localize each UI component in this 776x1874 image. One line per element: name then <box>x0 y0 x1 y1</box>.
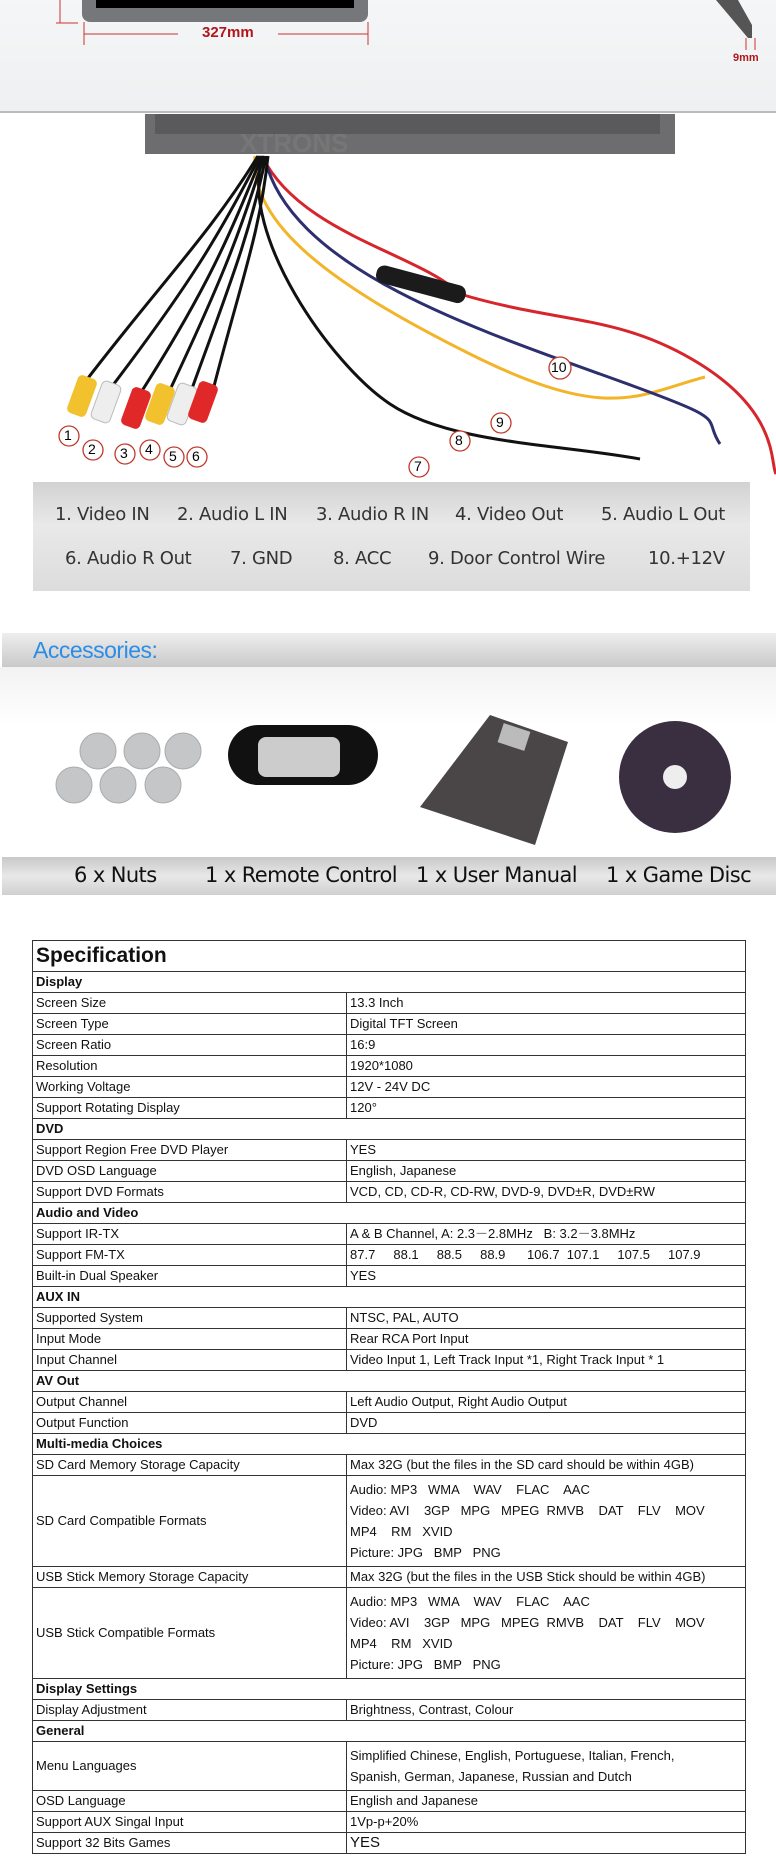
remote-control-image <box>228 725 378 785</box>
spec-value-line: 120° <box>350 1100 377 1115</box>
spec-row <box>33 1182 746 1203</box>
spec-key: Screen Ratio <box>33 1035 347 1056</box>
spec-value <box>347 1455 746 1476</box>
spec-row <box>33 1742 746 1791</box>
depth-dimension-label: 9mm <box>733 52 759 64</box>
spec-value-line: VCD, CD, CD-R, CD-RW, DVD-9, DVD±R, DVD±RW <box>350 1184 655 1199</box>
callout-7: 7 <box>414 458 422 474</box>
width-dimension-label: 327mm <box>202 24 254 41</box>
wire-label: 1. Video IN <box>55 504 150 525</box>
section-header-row <box>33 1203 746 1224</box>
spec-row <box>33 1567 746 1588</box>
spec-row <box>33 1098 746 1119</box>
callout-8: 8 <box>455 432 463 448</box>
accessories-title: Accessories: <box>33 637 158 663</box>
spec-row <box>33 1350 746 1371</box>
spec-key: Screen Size <box>33 993 347 1014</box>
section-header-row <box>33 1434 746 1455</box>
spec-value <box>347 1812 746 1833</box>
specification-title: Specification <box>33 941 746 972</box>
nuts-image <box>56 733 201 803</box>
spec-value-line: Picture: JPG BMP PNG <box>350 1657 501 1672</box>
spec-value-line: 1Vp-p+20% <box>350 1814 419 1829</box>
dimension-photo <box>0 0 776 113</box>
spec-value-line: Picture: JPG BMP PNG <box>350 1545 501 1560</box>
section-header: Audio and Video <box>33 1203 746 1224</box>
spec-key: Support IR-TX <box>33 1224 347 1245</box>
spec-key: Supported System <box>33 1308 347 1329</box>
spec-value <box>347 1413 746 1434</box>
spec-value-line: 87.7 88.1 88.5 88.9 106.7 107.1 107.5 107.9 <box>350 1247 701 1262</box>
spec-value-line: YES <box>350 1834 381 1851</box>
spec-value-line: Max 32G (but the files in the SD card should be within 4GB) <box>350 1457 694 1472</box>
spec-key: Built-in Dual Speaker <box>33 1266 347 1287</box>
section-header: AV Out <box>33 1371 746 1392</box>
spec-value-line: MP4 RM XVID <box>350 1524 453 1539</box>
callout-2: 2 <box>88 441 96 457</box>
wire-label: 5. Audio L Out <box>601 504 725 525</box>
spec-value-line: 16:9 <box>350 1037 376 1052</box>
svg-text:XTRONS: XTRONS <box>240 128 349 158</box>
spec-row <box>33 1413 746 1434</box>
wiring-photo <box>0 114 776 484</box>
spec-row <box>33 993 746 1014</box>
accessories-labels <box>2 857 776 895</box>
user-manual-image <box>420 715 568 845</box>
section-header: AUX IN <box>33 1287 746 1308</box>
spec-row <box>33 1161 746 1182</box>
callout-10: 10 <box>551 359 567 375</box>
section-header: Display <box>33 972 746 993</box>
wire-label: 6. Audio R Out <box>65 548 192 569</box>
spec-key: Screen Type <box>33 1014 347 1035</box>
wire-label: 9. Door Control Wire <box>428 548 606 569</box>
spec-value <box>347 1266 746 1287</box>
spec-value-line: Audio: MP3 WMA WAV FLAC AAC <box>350 1482 590 1497</box>
spec-key: Resolution <box>33 1056 347 1077</box>
spec-key: Support FM-TX <box>33 1245 347 1266</box>
spec-value <box>347 1329 746 1350</box>
accessory-label: 1 x Remote Control <box>205 863 397 887</box>
section-header: General <box>33 1721 746 1742</box>
section-header-row <box>33 1721 746 1742</box>
spec-value <box>347 1308 746 1329</box>
section-header-row <box>33 1287 746 1308</box>
spec-value-line: English and Japanese <box>350 1793 478 1808</box>
spec-value <box>347 1742 746 1791</box>
section-header: DVD <box>33 1119 746 1140</box>
spec-value-line: English, Japanese <box>350 1163 457 1178</box>
accessory-label: 6 x Nuts <box>74 863 157 887</box>
spec-value <box>347 1833 746 1854</box>
spec-row <box>33 1035 746 1056</box>
spec-row <box>33 1266 746 1287</box>
spec-key: Output Channel <box>33 1392 347 1413</box>
spec-value-line: Digital TFT Screen <box>350 1016 458 1031</box>
spec-row <box>33 1392 746 1413</box>
spec-key: USB Stick Memory Storage Capacity <box>33 1567 347 1588</box>
spec-row <box>33 1476 746 1567</box>
specification-table <box>32 940 746 1854</box>
spec-value <box>347 1077 746 1098</box>
section-header: Display Settings <box>33 1679 746 1700</box>
spec-value-line: Video Input 1, Left Track Input *1, Right Track Input * 1 <box>350 1352 665 1367</box>
callout-9: 9 <box>496 414 504 430</box>
spec-row <box>33 1329 746 1350</box>
spec-value <box>347 1476 746 1567</box>
spec-key: SD Card Memory Storage Capacity <box>33 1455 347 1476</box>
spec-key: Display Adjustment <box>33 1700 347 1721</box>
spec-row <box>33 1140 746 1161</box>
spec-value-line: Left Audio Output, Right Audio Output <box>350 1394 567 1409</box>
spec-value <box>347 1161 746 1182</box>
spec-row <box>33 1245 746 1266</box>
spec-value <box>347 1140 746 1161</box>
accessories-photos <box>0 667 776 857</box>
spec-key: USB Stick Compatible Formats <box>33 1588 347 1679</box>
wire-label: 3. Audio R IN <box>316 504 429 525</box>
spec-row <box>33 1224 746 1245</box>
spec-key: OSD Language <box>33 1791 347 1812</box>
spec-value-line: Spanish, German, Japanese, Russian and Dutch <box>350 1769 632 1784</box>
spec-value-line: Video: AVI 3GP MPG MPEG RMVB DAT FLV MOV <box>350 1615 705 1630</box>
wire-label: 7. GND <box>230 548 293 569</box>
spec-row <box>33 1014 746 1035</box>
spec-value-line: 12V - 24V DC <box>350 1079 431 1094</box>
spec-key: Support Rotating Display <box>33 1098 347 1119</box>
spec-row <box>33 1791 746 1812</box>
spec-value-line: Brightness, Contrast, Colour <box>350 1702 514 1717</box>
spec-value <box>347 1245 746 1266</box>
wiring-diagram <box>0 114 776 484</box>
spec-key: Output Function <box>33 1413 347 1434</box>
spec-row <box>33 1812 746 1833</box>
wire-label: 4. Video Out <box>455 504 564 525</box>
spec-value-line: Audio: MP3 WMA WAV FLAC AAC <box>350 1594 590 1609</box>
screen-panel <box>96 0 354 8</box>
spec-value-line: YES <box>350 1268 377 1283</box>
spec-value-line: DVD <box>350 1415 378 1430</box>
wire-legend <box>33 482 750 591</box>
spec-value-line: NTSC, PAL, AUTO <box>350 1310 459 1325</box>
section-header-row <box>33 972 746 993</box>
accessory-label: 1 x User Manual <box>416 863 577 887</box>
spec-value-line: A & B Channel, A: 2.3－2.8MHz B: 3.2－3.8MHz <box>350 1226 636 1241</box>
spec-row <box>33 1308 746 1329</box>
callout-1: 1 <box>64 427 72 443</box>
spec-value-line: 1920*1080 <box>350 1058 413 1073</box>
spec-value <box>347 1035 746 1056</box>
spec-value <box>347 993 746 1014</box>
game-disc-image <box>619 721 731 833</box>
section-header-row <box>33 1371 746 1392</box>
callout-3: 3 <box>120 445 128 461</box>
section-header-row <box>33 1119 746 1140</box>
spec-row <box>33 1455 746 1476</box>
spec-key: Support 32 Bits Games <box>33 1833 347 1854</box>
section-header: Multi-media Choices <box>33 1434 746 1455</box>
spec-value-line: Rear RCA Port Input <box>350 1331 469 1346</box>
spec-key: SD Card Compatible Formats <box>33 1476 347 1567</box>
spec-value <box>347 1350 746 1371</box>
rca-connectors <box>66 374 219 430</box>
spec-value <box>347 1392 746 1413</box>
spec-row <box>33 1833 746 1854</box>
callout-4: 4 <box>145 441 153 457</box>
spec-row <box>33 1077 746 1098</box>
spec-value <box>347 1224 746 1245</box>
spec-key: Input Channel <box>33 1350 347 1371</box>
spec-value <box>347 1588 746 1679</box>
callout-6: 6 <box>192 448 200 464</box>
spec-value <box>347 1098 746 1119</box>
section-header-row <box>33 1679 746 1700</box>
spec-key: Support AUX Singal Input <box>33 1812 347 1833</box>
callout-5: 5 <box>169 448 177 464</box>
spec-value <box>347 1056 746 1077</box>
spec-value-line: 13.3 Inch <box>350 995 404 1010</box>
spec-value <box>347 1182 746 1203</box>
dimension-drawing <box>0 0 776 113</box>
spec-value-line: YES <box>350 1142 377 1157</box>
spec-value <box>347 1567 746 1588</box>
spec-key: Support DVD Formats <box>33 1182 347 1203</box>
spec-value <box>347 1014 746 1035</box>
spec-value <box>347 1700 746 1721</box>
spec-value <box>347 1791 746 1812</box>
accessories-banner <box>2 633 776 667</box>
spec-value-line: Simplified Chinese, English, Portuguese, Italian, French, <box>350 1748 675 1763</box>
spec-key: Support Region Free DVD Player <box>33 1140 347 1161</box>
spec-key: Input Mode <box>33 1329 347 1350</box>
spec-value-line: Video: AVI 3GP MPG MPEG RMVB DAT FLV MOV <box>350 1503 705 1518</box>
wire-label: 8. ACC <box>333 548 392 569</box>
spec-key: Working Voltage <box>33 1077 347 1098</box>
spec-row <box>33 1056 746 1077</box>
spec-key: Menu Languages <box>33 1742 347 1791</box>
spec-key: DVD OSD Language <box>33 1161 347 1182</box>
spec-row <box>33 1588 746 1679</box>
spec-value-line: MP4 RM XVID <box>350 1636 453 1651</box>
spec-value-line: Max 32G (but the files in the USB Stick should be within 4GB) <box>350 1569 706 1584</box>
wire-label: 10.+12V <box>648 548 725 569</box>
wire-label: 2. Audio L IN <box>177 504 288 525</box>
accessory-label: 1 x Game Disc <box>606 863 752 887</box>
spec-row <box>33 1700 746 1721</box>
